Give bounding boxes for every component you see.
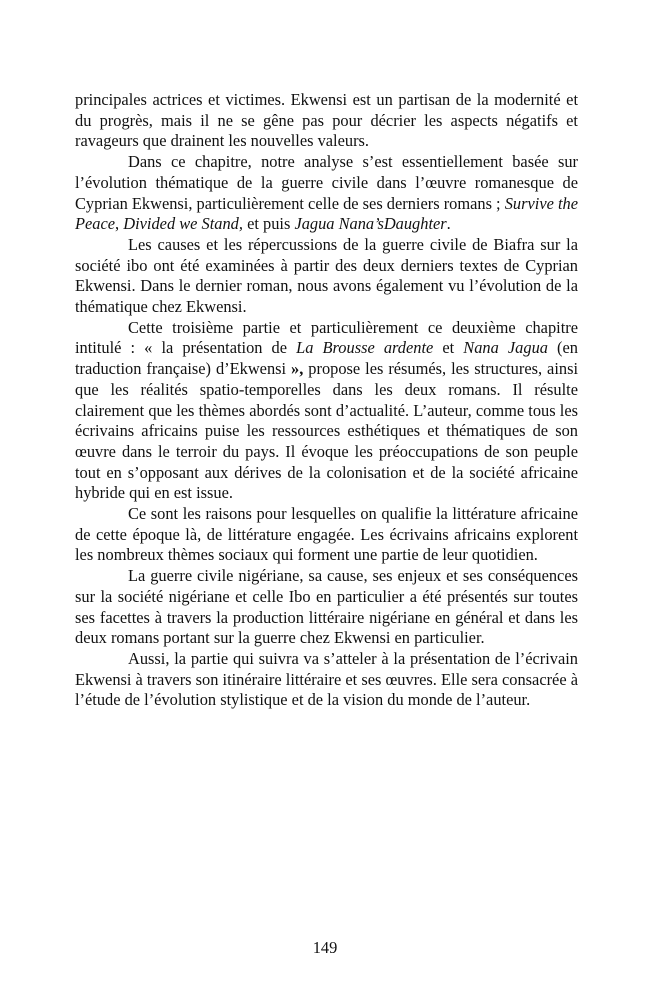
text-run: (en traduction française) d’Ekwensi	[75, 338, 578, 379]
paragraph	[75, 566, 578, 649]
body-text	[75, 90, 578, 711]
paragraph	[75, 152, 578, 235]
paragraph	[75, 318, 578, 504]
page-number: 149	[312, 938, 338, 957]
paragraph	[75, 90, 578, 152]
text-run: et puis	[242, 214, 295, 234]
text-run: Ce sont les raisons pour lesquelles on qualifie la littérature africaine de cette époque là, de littérature engagée. Les écrivains africains explorent les nombreux thèmes sociaux qui forment une partie de leur quotidien.	[75, 504, 578, 565]
text-run: principales actrices et victimes. Ekwensi est un partisan de la modernité et du progrès, mais il ne se gêne pas pour décrier les aspects négatifs et ravageurs que drainent les nouvelles valeurs.	[75, 90, 578, 151]
text-run: et	[433, 338, 464, 358]
book-title: Jagua Nana’sDaughter	[294, 214, 447, 234]
book-title: Nana Jagua	[463, 338, 548, 358]
book-title: La Brousse ardente	[296, 338, 434, 358]
text-run: ,	[115, 214, 124, 234]
paragraph	[75, 649, 578, 711]
text-run: Dans ce chapitre, notre analyse s’est essentiellement basée sur l’évolution thématique de la guerre civile dans l’œuvre romanesque de Cyprian Ekwensi, particulièrement celle de ses derniers romans ;	[75, 152, 578, 213]
text-run: La guerre civile nigériane, sa cause, ses enjeux et ses conséquences sur la société nigériane et celle Ibo en particulier a été présentés sur toutes ses facettes à travers la production littéraire nigériane en général et dans les deux romans portant sur la guerre chez Ekwensi en particulier.	[75, 566, 578, 648]
paragraph	[75, 504, 578, 566]
paragraph	[75, 235, 578, 318]
text-run: Aussi, la partie qui suivra va s’atteler à la présentation de l’écrivain Ekwensi à travers son itinéraire littéraire et ses œuvres. Elle sera consacrée à l’étude de l’évolution stylistique et de la vision du monde de l’auteur.	[75, 648, 578, 710]
text-run: Les causes et les répercussions de la guerre civile de Biafra sur la société ibo ont été examinées à partir des deux derniers textes de Cyprian Ekwensi. Dans le dernier roman, nous avons également vu l’évolution de la thématique chez Ekwensi.	[75, 234, 578, 317]
book-title: Survive the Peace	[75, 193, 578, 234]
text-run: .	[446, 214, 451, 234]
text-run: Cette troisième partie et particulièrement ce deuxième chapitre intitulé : « la présentation de	[75, 317, 578, 358]
closing-quote: »,	[291, 359, 304, 379]
text-run: propose les résumés, les structures, ainsi que les réalités spatio-temporelles dans les deux romans. Il résulte clairement que les thèmes abordés sont d’actualité. L’auteur, comme tous les écrivains africains puise les ressources esthétiques et thématiques de son œuvre dans le terroir du pays. Il évoque les préoccupations de son peuple tout en s’opposant aux dérives de la colonisation et de la société africaine hybride qui en est issue.	[75, 359, 578, 503]
book-title: Divided we Stand,	[123, 214, 243, 234]
